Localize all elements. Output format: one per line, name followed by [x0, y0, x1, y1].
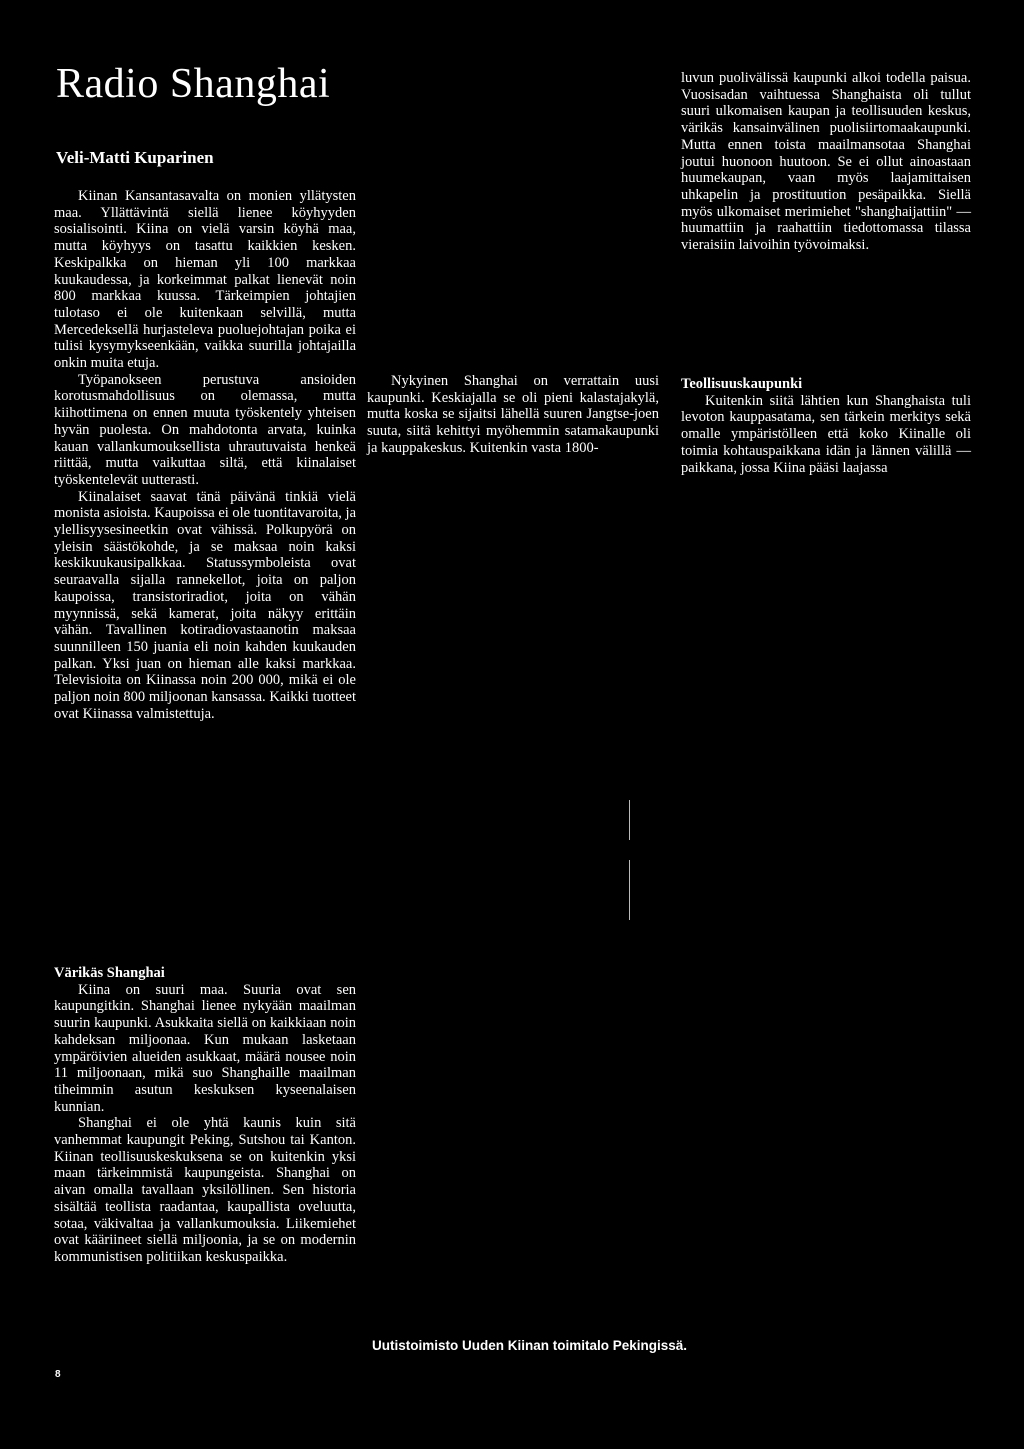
paragraph: Nykyinen Shanghai on verrattain uusi kaupunki. Keskiajalla se oli pieni kalastajakylä, mutta koska se sijaitsi lähellä suuren Jangtse-joen suuta, siitä kehittyi myöhemmin satamakaupunki ja kauppakeskus. Kuitenkin vasta 1800-: [367, 373, 659, 456]
page-number: 8: [55, 1369, 61, 1380]
scan-artifact-line: [629, 860, 630, 920]
scan-artifact-line: [629, 800, 630, 840]
section-heading: Teollisuuskaupunki: [681, 376, 803, 392]
text-column-3: [681, 70, 971, 254]
paragraph: Shanghai ei ole yhtä kaunis kuin sitä vanhemmat kaupungit Peking, Sutshou tai Kanton. Kiinan teollisuuskeskuksena se on kuitenkin yksi maan tärkeimmistä kaupungeista. Shanghai on aivan omalla tavallaan yksilöllinen. Sen historia sisältää teollista raadantaa, kaupallista oveluutta, sotaa, väkivaltaa ja vallankumouksia. Liikemiehet ovat kääriineet siellä miljoonia, ja se on modernin kommunistisen politiikan keskuspaikka.: [54, 1115, 356, 1265]
paragraph: luvun puolivälissä kaupunki alkoi todella paisua. Vuosisadan vaihtuessa Shanghaista oli tullut suuri ulkomaisen kaupan ja teollisuuden keskus, värikäs kansainvälinen puolisiirtomaakaupunki. Mutta ennen toista maailmansotaa Shanghai joutui huonoon huutoon. Se ei ollut ainoastaan huumekaupan, vaan myös laajamittaisen uhkapelin ja prostituution pesäpaikka. Siellä myös ulkomaiset merimiehet "shanghaijattiin" — huumattiin ja raahattiin tiedottomassa tilassa vieraisiin laivoihin työvoimaksi.: [681, 70, 971, 254]
paragraph: Kuitenkin siitä lähtien kun Shanghaista tuli levoton kauppasatama, sen tärkein merkitys sekä omalle ympäristölleen että koko Kiinalle oli toimia kohtauspaikkana idän ja lännen välillä — paikkana, jossa Kiina pääsi laajassa: [681, 392, 971, 476]
section-varikas-shanghai: [54, 965, 356, 1266]
text-column-2: [367, 373, 659, 457]
text-column-1: [54, 188, 356, 723]
section-heading: Värikäs Shanghai: [54, 965, 165, 981]
paragraph: Kiinalaiset saavat tänä päivänä tinkiä vielä monista asioista. Kaupoissa ei ole tuontitavaroita, ja ylellisyysesineetkin ovat vähissä. Polkupyörä on yleisin säästökohde, ja se maksaa noin kaksi keskikuukausipalkkaa. Statussymboleista ovat seuraavalla sijalla rannekellot, joita on paljon kaupoissa, transistoriradiot, joita on vähän myynnissä, sekä kamerat, joita näkyy erittäin vähän. Tavallinen kotiradiovastaanotin maksaa suunnilleen 150 juania eli noin kahden kuukauden palkan. Yksi juan on hieman alle kaksi markkaa. Televisioita on Kiinassa noin 200 000, mikä ei ole paljon noin 800 miljoonan kansassa. Kaikki tuotteet ovat Kiinassa valmistettuja.: [54, 488, 357, 722]
photo-caption: Uutistoimisto Uuden Kiinan toimitalo Pekingissä.: [372, 1338, 688, 1353]
paragraph: Kiina on suuri maa. Suuria ovat sen kaupungitkin. Shanghai lienee nykyään maailman suurin kaupunki. Asukkaita siellä on kaikkiaan noin kahdeksan miljoonaa. Kun mukaan lasketaan ympäröivien alueiden asukkaat, määrä nousee noin 11 miljoonaan, mikä suo Shanghaille maailman tiheimmin asutun keskuksen kyseenalaisen kunnian.: [54, 981, 356, 1115]
paragraph: Työpanokseen perustuva ansioiden korotusmahdollisuus on olemassa, mutta kiihottimena on ennen muuta työskentely yhteisen hyvän puolesta. On mahdotonta arvata, kuinka kauan vallankumouksellista uhrautuvaista henkeä riittää, mutta vaikuttaa siltä, että kiinalaiset työskentelevät uutterasti.: [54, 371, 356, 488]
section-teollisuuskaupunki: [681, 376, 971, 476]
paragraph: Kiinan Kansantasavalta on monien yllätysten maa. Yllättävintä siellä lienee köyhyyden sosialisointi. Kiina on vielä varsin köyhä maa, mutta köyhyys on tasattu kaikkien kesken. Keskipalkka on hieman yli 100 markkaa kuukaudessa, ja korkeimmat palkat lienevät noin 800 markkaa kuussa. Tärkeimpien johtajien tulotaso ei ole kuitenkaan selvillä, mutta Mercedeksellä hurjasteleva puoluejohtajan poika ei tulisi kysymykseenkään, vaikka suurilla johtajailla onkin muita etuja.: [54, 188, 356, 372]
article-title: Radio Shanghai: [56, 61, 331, 107]
article-author: Veli-Matti Kuparinen: [56, 148, 214, 167]
